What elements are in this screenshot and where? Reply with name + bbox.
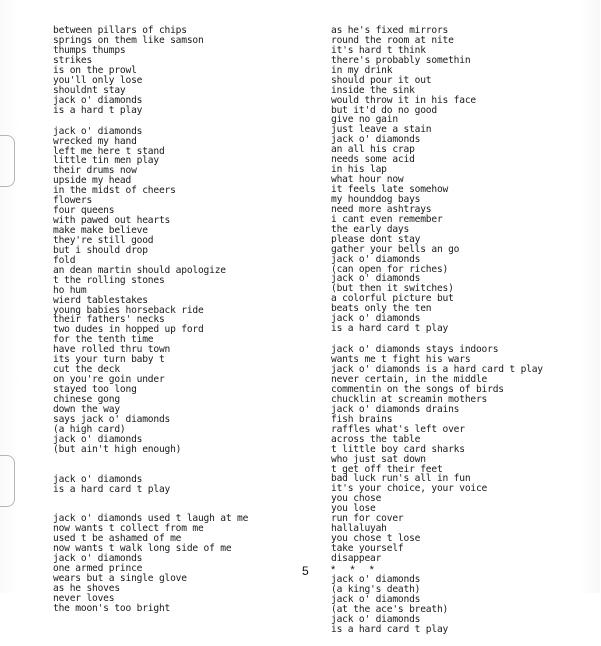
left-column (53, 26, 323, 625)
lyric-line: chinese gong (53, 393, 120, 405)
lyric-line: jack o' diamonds (331, 613, 421, 625)
lyric-line: it's your choice, your voice (331, 483, 488, 495)
lyric-line: have rolled thru town (53, 344, 171, 356)
lyric-line: needs some acid (331, 154, 415, 166)
lyric-line: you chose (331, 493, 382, 505)
lyric-line: but it'd do no good (331, 104, 437, 116)
lyric-line: they're still good (53, 234, 154, 246)
lyric-line: jack o' diamonds (53, 433, 143, 445)
lyric-line: my hounddog bays (331, 193, 421, 205)
lyric-line: it feels late somehow (331, 184, 449, 195)
lyric-line: one armed prince (53, 563, 143, 575)
stanza (53, 514, 323, 613)
stanza (53, 475, 323, 495)
lyric-line: as he's fixed mirrors (331, 25, 449, 36)
lyric-line: it's hard t think (331, 44, 426, 56)
lyric-line: t the rolling stones (53, 274, 165, 286)
lyric-line: in his lap (331, 164, 387, 176)
lyric-line: commentin on the songs of birds (331, 384, 504, 395)
stanza (331, 345, 601, 564)
lyric-line: beats only the ten (331, 303, 432, 315)
lyric-line: (can open for riches) (331, 263, 449, 275)
lyric-line: jack o' diamonds (53, 94, 143, 106)
lyric-line: wears but a single glove (53, 573, 187, 585)
lyric-line: t get off their feet (331, 463, 443, 475)
lyric-line: is a hard card t play (331, 323, 449, 335)
lyric-line: ho hum (53, 284, 87, 296)
lyric-line: jack o' diamonds (53, 553, 143, 565)
lyric-line: jack o' diamonds (331, 313, 421, 325)
lyric-line: young babies horseback ride (53, 304, 204, 316)
lyric-line: would throw it in his face (331, 94, 476, 106)
lyric-line: (but then it switches) (331, 283, 454, 295)
lyric-line: jack o' diamonds (331, 273, 421, 285)
lyric-line: used t be ashamed of me (53, 533, 182, 545)
lyric-line: what hour now (331, 174, 404, 186)
lyric-line: the moon's too bright (53, 602, 171, 614)
staple-mark-top (0, 135, 15, 187)
lyric-line: in my drink (331, 64, 393, 76)
lyric-line: jack o' diamonds (53, 473, 143, 485)
lyric-line: hallaluyah (331, 523, 387, 535)
lyric-line: fish brains (331, 413, 393, 425)
lyric-line: on you're goin under (53, 374, 165, 386)
lyric-line: two dudes in hopped up ford (53, 324, 204, 336)
lyric-line: thumps thumps (53, 44, 126, 56)
lyric-line: across the table (331, 433, 421, 445)
stanza (53, 127, 323, 455)
lyric-line: (a king's death) (331, 584, 421, 595)
staple-mark-bottom (0, 455, 15, 507)
lyric-line: now wants t walk long side of me (53, 543, 232, 555)
lyric-line: wierd tablestakes (53, 294, 148, 306)
lyric-line: but i should drop (53, 244, 148, 256)
lyric-line: jack o' diamonds (331, 593, 421, 605)
lyric-line: never loves (53, 592, 115, 604)
stanza (53, 26, 323, 115)
lyric-line: (a high card) (53, 423, 126, 435)
page-number: 5 (302, 564, 309, 578)
lyric-line: please dont stay (331, 233, 421, 245)
lyric-line: says jack o' diamonds (53, 413, 171, 425)
lyric-line: never certain, in the middle (331, 374, 488, 386)
lyric-line: jack o' diamonds drains (331, 403, 460, 415)
lyric-line: raffles what's left over (331, 423, 465, 435)
right-column (331, 26, 601, 646)
lyric-line: jack o' diamonds (331, 134, 421, 146)
lyric-line: (at the ace's breath) (331, 603, 449, 615)
lyric-line: jack o' diamonds (53, 125, 143, 137)
lyric-line: jack o' diamonds (331, 574, 421, 586)
lyric-line: down the way (53, 403, 120, 415)
lyric-line: wants me t fight his wars (331, 354, 471, 366)
lyric-line: an dean martin should apologize (53, 264, 226, 276)
lyric-line: you'll only lose (53, 74, 143, 86)
lyric-line: chucklin at screamin mothers (331, 393, 488, 405)
lyric-line: gather your bells an go (331, 243, 460, 255)
lyric-line: jack o' diamonds used t laugh at me (53, 513, 249, 525)
lyric-line: cut the deck (53, 364, 120, 376)
lyric-line: jack o' diamonds is a hard card t play (331, 364, 543, 376)
lyric-line: just leave a stain (331, 124, 432, 136)
lyric-line: shouldnt stay (53, 84, 126, 96)
lyric-line: fold (53, 254, 76, 266)
lyric-line: a colorful picture but (331, 293, 454, 305)
lyric-line: an all his crap (331, 144, 415, 156)
lyric-line: inside the sink (331, 84, 415, 96)
lyric-line: i cant even remember (331, 213, 443, 225)
lyric-line: its your turn baby t (53, 354, 165, 366)
lyric-line: for the tenth time (53, 334, 154, 346)
lyric-line: wrecked my hand (53, 135, 137, 147)
lyric-line: (but ain't high enough) (53, 443, 182, 455)
lyric-line: is a hard card t play (331, 623, 449, 635)
lyric-line: upside my head (53, 175, 132, 187)
lyric-line: is on the prowl (53, 64, 137, 76)
lyric-line: as he shoves (53, 583, 120, 594)
lyric-line: round the room at nite (331, 34, 454, 46)
lyric-line: flowers (53, 195, 93, 207)
lyric-line: who just sat down (331, 453, 426, 465)
lyric-line: left me here t stand (53, 145, 165, 157)
section-ornament: * * * (331, 564, 380, 576)
lyric-line: need more ashtrays (331, 203, 432, 215)
lyric-line: take yourself (331, 543, 404, 554)
lyric-line: t little boy card sharks (331, 443, 465, 455)
lyric-line: now wants t collect from me (53, 523, 204, 535)
lyric-line: little tin men play (53, 155, 159, 167)
stanza (331, 575, 601, 635)
lyric-line: stayed too long (53, 384, 137, 395)
lyric-line: should pour it out (331, 74, 432, 86)
lyric-line: jack o' diamonds stays indoors (331, 344, 499, 356)
lyric-line: is a hard t play (53, 104, 143, 116)
lyric-line: in the midst of cheers (53, 185, 176, 197)
lyric-line: strikes (53, 54, 93, 66)
lyric-line: give no gain (331, 114, 398, 126)
lyric-line: you chose t lose (331, 533, 421, 545)
lyric-line: with pawed out hearts (53, 215, 171, 227)
lyric-line: their fathers' necks (53, 314, 165, 326)
lyric-line: there's probably somethin (331, 54, 471, 66)
lyric-line: springs on them like samson (53, 34, 204, 46)
lyric-line: their drums now (53, 165, 137, 177)
lyric-line: between pillars of chips (53, 25, 187, 36)
lyric-line: jack o' diamonds (331, 253, 421, 265)
lyric-line: disappear (331, 552, 382, 564)
lyric-line: four queens (53, 205, 115, 217)
lyric-line: run for cover (331, 513, 404, 525)
lyric-line: is a hard card t play (53, 483, 171, 495)
lyric-line: bad luck run's all in fun (331, 473, 471, 485)
stanza (331, 26, 601, 334)
lyric-line: make make believe (53, 225, 148, 236)
lyric-line: you lose (331, 503, 376, 515)
lyric-line: the early days (331, 223, 410, 235)
